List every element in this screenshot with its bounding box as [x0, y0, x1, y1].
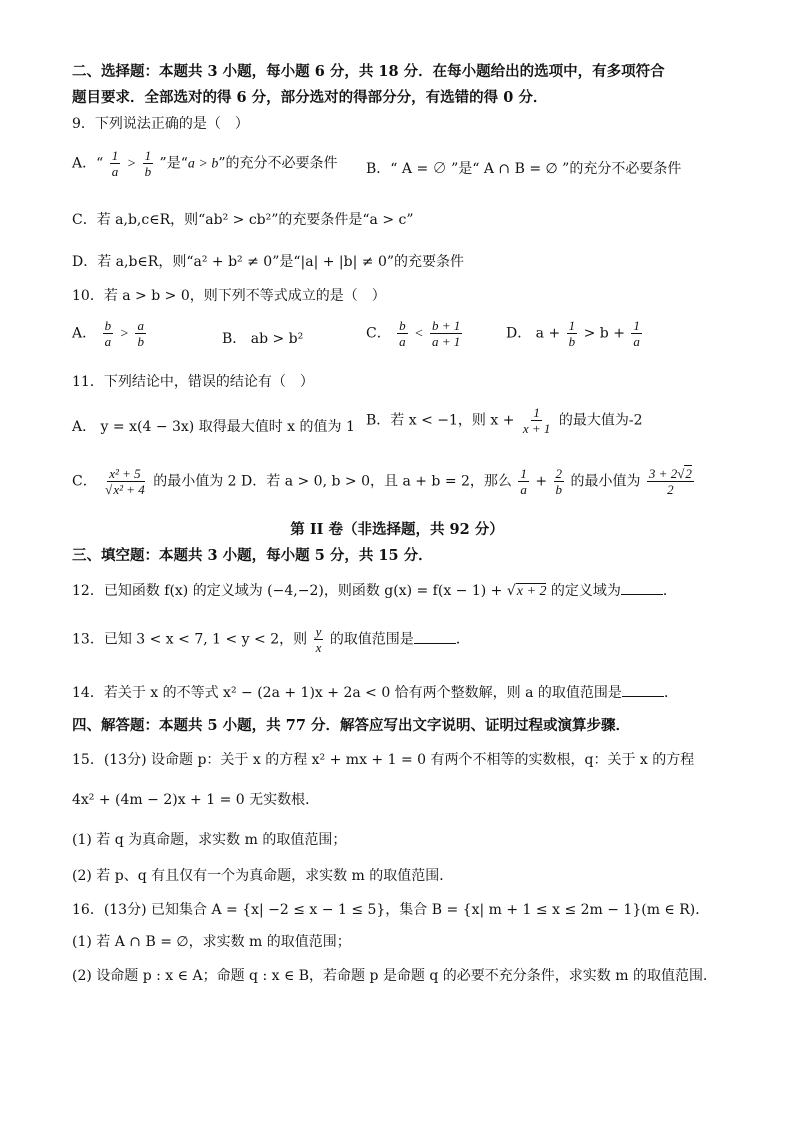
q10-option-a [72, 318, 148, 349]
frac-num: 1 [568, 318, 576, 333]
frac-num: y [315, 624, 322, 639]
q10-option-c [366, 318, 464, 349]
q15-line2: 4x² + (4m − 2)x + 1 = 0 无实数根． [72, 792, 320, 808]
sqrt-body: x² + 4 [113, 482, 145, 497]
frac-num: 1 [520, 466, 527, 481]
frac-den: 2 [667, 482, 674, 497]
frac-2-over-b [554, 466, 565, 497]
frac-1-over-b [143, 148, 154, 179]
q14 [72, 682, 678, 702]
q11-c-post: 的最小值为 2 [153, 473, 237, 490]
plus-sign: + [535, 473, 548, 490]
frac-den: a [520, 482, 527, 497]
q9-option-d: D．若 a,b∈R，则“a² + b² ≠ 0”是“|a| + |b| ≠ 0”的充要条件 [72, 254, 465, 270]
q12 [72, 580, 677, 600]
part2-title: 第 II 卷（非选择题，共 92 分） [290, 521, 504, 538]
q11-option-b [366, 405, 643, 436]
sqrt-icon: √ [506, 583, 516, 599]
frac-num [647, 466, 694, 482]
q9-a-post: ”的充分不必要条件 [218, 155, 338, 172]
section3-heading: 三、填空题：本题共 3 小题，每小题 5 分，共 15 分． [72, 547, 433, 564]
q13 [72, 624, 470, 655]
q9-option-a [72, 148, 338, 179]
section2-heading-line2: 题目要求．全部选对的得 6 分，部分选对的得部分分，有选错的得 0 分． [72, 89, 548, 106]
frac-num: 1 [144, 148, 152, 163]
q11-b-pre: B．若 x < −1，则 x + [366, 412, 515, 429]
section4-heading: 四、解答题：本题共 5 小题，共 77 分．解答应写出文字说明、证明过程或演算步骤． [72, 717, 630, 734]
q10-option-b: B． ab > b² [222, 331, 304, 347]
frac-den [103, 482, 147, 497]
frac-den: b [144, 164, 152, 179]
q16-line1: 16．(13分) 已知集合 A = {x| −2 ≤ x − 1 ≤ 5}，集合 B = {x| m + 1 ≤ x ≤ 2m − 1}(m ∈ R)． [72, 902, 710, 918]
q15-sub2: (2) 若 p、q 有且仅有一个为真命题，求实数 m 的取值范围． [72, 868, 454, 884]
gt-sign: > [119, 326, 129, 342]
frac-den: a [399, 334, 406, 349]
q11-stem: 11．下列结论中，错误的结论有（ ） [72, 374, 314, 390]
sqrt-body: x + 2 [516, 584, 547, 599]
frac-num: x² + 5 [109, 466, 141, 481]
q12-end: ． [662, 583, 677, 599]
q10-d-mid: > b + [583, 325, 625, 342]
frac-num: 2 [555, 466, 563, 481]
q14-end: ． [663, 685, 678, 701]
gt-sign: > [126, 156, 137, 172]
frac-b-over-a [397, 318, 408, 349]
sqrt-body: 2 [685, 466, 692, 481]
q9-option-c: C．若 a,b,c∈R，则“ab² > cb²”的充要条件是“a > c” [72, 212, 414, 228]
frac-y-over-x [314, 624, 324, 655]
frac-num: 1 [633, 318, 640, 333]
frac-1-over-a [518, 466, 529, 497]
sqrt-icon: √ [677, 466, 685, 481]
frac-den: a + 1 [432, 334, 461, 349]
frac-num: 1 [533, 405, 540, 420]
q13-post: 的取值范围是 [329, 631, 414, 648]
result-num: 3 + 2 [648, 466, 678, 481]
frac-den: a [111, 164, 119, 179]
frac-1-over-x1 [521, 405, 553, 436]
q10-stem: 10．若 a > b > 0，则下列不等式成立的是（ ） [72, 288, 386, 304]
q9-a-pre: A．“ [72, 155, 104, 172]
frac-b1-over-a1 [430, 318, 462, 349]
frac-num: b [104, 318, 112, 333]
q11-b-post: 的最大值为-2 [558, 412, 643, 429]
frac-num: b [399, 318, 406, 333]
q9-stem: 9．下列说法正确的是（ ） [72, 116, 249, 132]
frac-den: b [137, 334, 144, 349]
q10-c-label: C． [366, 325, 391, 342]
q9-a-cond: a > b [187, 156, 219, 172]
frac-num: 1 [111, 148, 119, 163]
q11-d-mid: 的最小值为 [570, 473, 641, 490]
frac-den: b [555, 482, 563, 497]
frac-1-over-b [567, 318, 578, 349]
q13-pre: 13．已知 3 < x < 7, 1 < y < 2，则 [72, 631, 308, 648]
q10-d-label: D． a + [506, 325, 561, 342]
lt-sign: < [414, 326, 424, 342]
q9-option-b: B．“ A = ∅ ”是“ A ∩ B = ∅ ”的充分不必要条件 [366, 161, 682, 177]
section2-heading-line1: 二、选择题：本题共 3 小题，每小题 6 分，共 18 分．在每小题给出的选项中，有多项符合 [72, 63, 665, 80]
frac-den: x [315, 640, 322, 655]
q11-c-label: C． [72, 473, 97, 490]
frac-num: b + 1 [432, 318, 461, 333]
q13-answer-blank[interactable] [414, 629, 456, 644]
q12-post: 的定义域为 [550, 583, 621, 599]
sqrt-icon: √ [105, 482, 113, 497]
q12-answer-blank[interactable] [621, 580, 663, 595]
q11-option-a: A． y = x(4 − 3x) 取得最大值时 x 的值为 1 [72, 419, 355, 435]
frac-den: b [568, 334, 576, 349]
frac-a-over-b [135, 318, 146, 349]
q10-a-label: A． [72, 325, 97, 342]
frac-num: a [137, 318, 144, 333]
frac-1-over-a [110, 148, 121, 179]
frac-option-d-result [647, 466, 694, 497]
frac-den: x + 1 [522, 421, 551, 436]
q16-sub2: (2) 设命题 p : x ∈ A；命题 q : x ∈ B，若命题 p 是命题 q 的必要不充分条件，求实数 m 的取值范围． [72, 968, 717, 984]
q13-end: ． [455, 631, 470, 648]
frac-den: a [633, 334, 640, 349]
q11-option-c-d [72, 466, 696, 497]
q16-sub1: (1) 若 A ∩ B = ∅，求实数 m 的取值范围； [72, 934, 351, 950]
q9-a-mid: ”是“ [159, 155, 188, 172]
frac-1-over-a [631, 318, 642, 349]
q15-sub1: (1) 若 q 为真命题，求实数 m 的取值范围； [72, 832, 347, 848]
q12-pre: 12．已知函数 f(x) 的定义域为 (−4,−2)，则函数 g(x) = f(x − 1) + [72, 583, 503, 599]
frac-b-over-a [103, 318, 114, 349]
frac-option-c [103, 466, 147, 497]
q14-answer-blank[interactable] [622, 682, 664, 697]
frac-den: a [104, 334, 112, 349]
q10-option-d [506, 318, 644, 349]
q15-line1: 15．(13分) 设命题 p：关于 x 的方程 x² + mx + 1 = 0 有两个不相等的实数根，q：关于 x 的方程 [72, 752, 695, 768]
q14-pre: 14．若关于 x 的不等式 x² − (2a + 1)x + 2a < 0 恰有两个整数解，则 a 的取值范围是 [72, 685, 622, 701]
q11-d-pre: D．若 a > 0, b > 0，且 a + b = 2，那么 [241, 473, 512, 490]
